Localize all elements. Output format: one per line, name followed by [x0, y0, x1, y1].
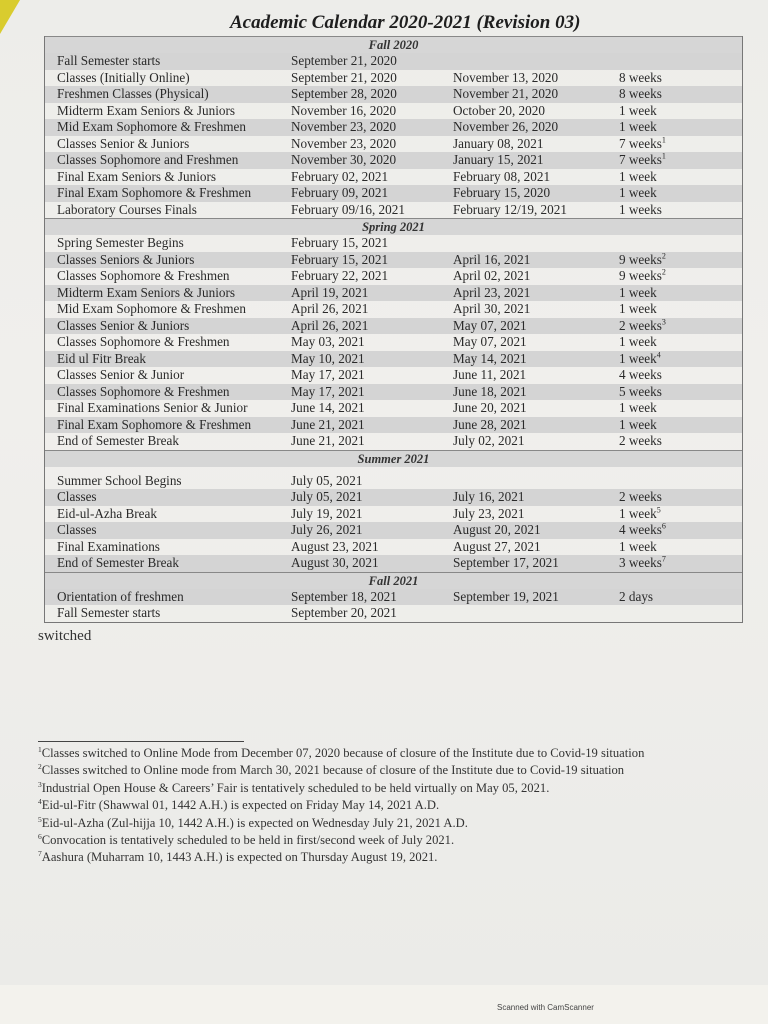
footnote-text: Eid-ul-Fitr (Shawwal 01, 1442 A.H.) is expected on Friday May 14, 2021 A.D.	[41, 798, 440, 813]
calendar-row	[45, 589, 742, 606]
footnote-mark: 6	[38, 831, 42, 841]
start-date: August 23, 2021	[291, 538, 379, 554]
event-name: Classes Sophomore & Freshmen	[57, 334, 230, 349]
end-date: August 27, 2021	[453, 538, 541, 554]
calendar-row	[45, 119, 742, 136]
event-name: Fall Semester starts	[57, 53, 161, 68]
calendar-row	[45, 252, 742, 269]
start-date: November 23, 2020	[291, 135, 397, 151]
calendar-row	[45, 235, 742, 252]
calendar-row	[45, 169, 742, 186]
duration: 7 weeks$^1$	[619, 135, 666, 151]
scanner-watermark: Scanned with CamScanner	[497, 1003, 594, 1012]
event-name: Classes Sophomore & Freshmen	[57, 383, 230, 399]
event-name: Midterm Exam Seniors & Juniors	[57, 284, 236, 300]
calendar-row	[45, 202, 742, 219]
duration: 1 weeks	[619, 201, 662, 217]
event-name: Final Examinations Senior & Junior	[57, 400, 248, 415]
event-name: Classes Senior & Juniors	[57, 135, 190, 151]
start-date: April 26, 2021	[291, 317, 369, 333]
end-date: July 23, 2021	[453, 505, 525, 521]
footnote-marker: 3	[661, 317, 666, 327]
calendar-row	[45, 433, 742, 450]
event-name: Freshmen Classes (Physical)	[57, 86, 209, 101]
start-date: September 28, 2020	[291, 86, 397, 101]
duration: 8 weeks	[619, 69, 662, 85]
event-name: Fall Semester starts	[57, 605, 161, 620]
start-date: September 18, 2021	[291, 588, 397, 604]
start-date: November 30, 2020	[291, 152, 397, 167]
calendar-row	[45, 301, 742, 318]
footnote-text: Convocation is tentatively scheduled to be held in first/second week of July 2021.	[41, 833, 455, 848]
end-date: February 08, 2021	[453, 168, 551, 184]
start-date: April 26, 2021	[291, 301, 369, 316]
start-date: June 21, 2021	[291, 416, 365, 432]
calendar-row	[45, 473, 742, 490]
calendar-row	[45, 334, 742, 351]
start-date: May 10, 2021	[291, 350, 365, 366]
end-date: April 30, 2021	[453, 301, 531, 316]
footnote-marker: 2	[661, 251, 666, 261]
calendar-row	[45, 318, 742, 335]
duration: 1 week	[619, 416, 657, 432]
duration: 9 weeks$^2$	[619, 251, 666, 267]
calendar-row	[45, 367, 742, 384]
calendar-row	[45, 605, 742, 622]
event-name: Classes (Initially Online)	[57, 69, 190, 85]
end-date: January 08, 2021	[453, 135, 544, 151]
duration: 4 weeks	[619, 367, 662, 382]
footnote-mark: 3	[38, 779, 42, 789]
duration: 3 weeks$^7$	[619, 554, 666, 570]
calendar-row	[45, 103, 742, 120]
footnote-line	[38, 849, 644, 866]
calendar-row	[45, 70, 742, 87]
duration: 2 weeks	[619, 433, 662, 448]
footnote-marker: 7	[661, 554, 666, 564]
calendar-row	[45, 285, 742, 302]
end-date: June 11, 2021	[453, 367, 527, 382]
calendar-row	[45, 53, 742, 70]
calendar-row	[45, 522, 742, 539]
event-name: Final Exam Sophomore & Freshmen	[57, 185, 252, 200]
event-name: Classes Seniors & Juniors	[57, 251, 195, 267]
end-date: November 26, 2020	[453, 119, 559, 134]
stray-text: switched	[38, 628, 92, 644]
section-header: Fall 2020	[45, 36, 742, 53]
end-date: May 07, 2021	[453, 334, 527, 349]
event-name: Midterm Exam Seniors & Juniors	[57, 102, 236, 118]
event-name: Classes Sophomore and Freshmen	[57, 152, 239, 167]
end-date: September 17, 2021	[453, 555, 559, 570]
end-date: September 19, 2021	[453, 588, 559, 604]
start-date: April 19, 2021	[291, 284, 369, 300]
duration: 2 weeks$^3$	[619, 317, 666, 333]
duration: 7 weeks$^1$	[619, 151, 666, 167]
calendar-row	[45, 417, 742, 434]
start-date: July 05, 2021	[291, 472, 363, 488]
start-date: June 14, 2021	[291, 400, 365, 415]
event-name: Spring Semester Begins	[57, 235, 184, 250]
event-name: End of Semester Break	[57, 555, 179, 570]
end-date: November 13, 2020	[453, 69, 559, 85]
calendar-row	[45, 506, 742, 523]
footnote-marker: 6	[661, 521, 666, 531]
event-name: Summer School Begins	[57, 472, 182, 488]
footnote-text: Industrial Open House & Careers’ Fair is tentatively scheduled to be held virtually on May 05, 2021.	[41, 780, 550, 795]
footnote-line	[38, 780, 644, 797]
footnote-marker: 5	[656, 505, 661, 515]
footnotes	[38, 745, 644, 867]
footnote-line	[38, 815, 644, 832]
end-date: February 15, 2020	[453, 185, 551, 200]
start-date: July 19, 2021	[291, 505, 363, 521]
footnote-marker: 1	[661, 151, 666, 161]
event-name: Classes Senior & Juniors	[57, 317, 190, 333]
start-date: June 21, 2021	[291, 433, 365, 448]
page-corner-tab	[0, 0, 20, 34]
start-date: February 09/16, 2021	[291, 201, 405, 217]
event-name: Mid Exam Sophomore & Freshmen	[57, 301, 247, 316]
end-date: May 14, 2021	[453, 350, 527, 366]
start-date: February 02, 2021	[291, 168, 389, 184]
duration: 9 weeks$^2$	[619, 267, 666, 283]
end-date: April 02, 2021	[453, 268, 531, 283]
end-date: May 07, 2021	[453, 317, 527, 333]
footnote-mark: 7	[38, 849, 42, 859]
page-title: Academic Calendar 2020-2021 (Revision 03)	[230, 12, 581, 33]
event-name: Eid ul Fitr Break	[57, 350, 147, 366]
duration: 8 weeks	[619, 86, 662, 101]
start-date: November 23, 2020	[291, 119, 397, 134]
start-date: May 17, 2021	[291, 367, 365, 382]
duration: 1 week	[619, 334, 657, 349]
end-date: June 28, 2021	[453, 416, 527, 432]
academic-calendar-table	[44, 36, 743, 623]
end-date: July 16, 2021	[453, 489, 525, 504]
calendar-row	[45, 489, 742, 506]
start-date: February 09, 2021	[291, 185, 389, 200]
start-date: February 15, 2021	[291, 235, 389, 250]
event-name: Eid-ul-Azha Break	[57, 505, 157, 521]
start-date: February 15, 2021	[291, 251, 389, 267]
event-name: Classes Sophomore & Freshmen	[57, 268, 230, 283]
calendar-row	[45, 384, 742, 401]
duration: 2 days	[619, 588, 654, 604]
end-date: June 20, 2021	[453, 400, 527, 415]
end-date: January 15, 2021	[453, 152, 544, 167]
event-name: Final Exam Seniors & Juniors	[57, 168, 216, 184]
footnote-text: Aashura (Muharram 10, 1443 A.H.) is expected on Thursday August 19, 2021.	[41, 850, 438, 865]
duration: 1 week	[619, 102, 657, 118]
end-date: June 18, 2021	[453, 383, 527, 399]
footnote-text: Eid-ul-Azha (Zul-hijja 10, 1442 A.H.) is expected on Wednesday July 21, 2021 A.D.	[41, 815, 468, 830]
duration: 2 weeks	[619, 489, 662, 504]
start-date: February 22, 2021	[291, 268, 389, 283]
footnote-line	[38, 745, 644, 762]
calendar-row	[45, 351, 742, 368]
event-name: Final Examinations	[57, 538, 160, 554]
event-name: Final Exam Sophomore & Freshmen	[57, 416, 252, 432]
event-name: Mid Exam Sophomore & Freshmen	[57, 119, 247, 134]
footnote-line	[38, 797, 644, 814]
event-name: Classes	[57, 489, 97, 504]
footnote-mark: 4	[38, 797, 42, 807]
event-name: Orientation of freshmen	[57, 588, 184, 604]
end-date: February 12/19, 2021	[453, 201, 567, 217]
section-header: Spring 2021	[45, 218, 742, 235]
footnote-text: Classes switched to Online Mode from December 07, 2020 because of closure of the Institute due to Covid-19 situation	[41, 746, 645, 760]
event-name: Classes	[57, 522, 97, 537]
duration: 1 week	[619, 185, 657, 200]
end-date: April 16, 2021	[453, 251, 531, 267]
start-date: May 03, 2021	[291, 334, 365, 349]
calendar-row	[45, 268, 742, 285]
footnote-line	[38, 832, 644, 849]
duration: 1 week	[619, 119, 657, 134]
calendar-row	[45, 185, 742, 202]
end-date: November 21, 2020	[453, 86, 559, 101]
duration: 1 week	[619, 284, 657, 300]
duration: 1 week$^5$	[619, 505, 661, 521]
calendar-row	[45, 86, 742, 103]
start-date: September 21, 2020	[291, 53, 397, 68]
duration: 1 week	[619, 400, 657, 415]
duration: 1 week	[619, 538, 657, 554]
start-date: July 26, 2021	[291, 522, 363, 537]
end-date: July 02, 2021	[453, 433, 525, 448]
start-date: August 30, 2021	[291, 555, 379, 570]
duration: 1 week	[619, 168, 657, 184]
start-date: July 05, 2021	[291, 489, 363, 504]
section-header: Fall 2021	[45, 572, 742, 589]
calendar-row	[45, 539, 742, 556]
calendar-row	[45, 152, 742, 169]
footnote-mark: 1	[38, 744, 42, 754]
end-date: August 20, 2021	[453, 522, 541, 537]
footnote-divider	[38, 741, 244, 742]
footnote-mark: 2	[38, 762, 42, 772]
footnote-marker: 1	[661, 135, 666, 145]
start-date: November 16, 2020	[291, 102, 397, 118]
duration: 5 weeks	[619, 383, 662, 399]
event-name: Laboratory Courses Finals	[57, 201, 197, 217]
start-date: May 17, 2021	[291, 383, 365, 399]
footnote-line	[38, 762, 644, 779]
start-date: September 20, 2021	[291, 605, 397, 620]
end-date: April 23, 2021	[453, 284, 531, 300]
start-date: September 21, 2020	[291, 69, 397, 85]
end-date: October 20, 2020	[453, 102, 545, 118]
section-header: Summer 2021	[45, 450, 742, 467]
event-name: End of Semester Break	[57, 433, 179, 448]
footnote-text: Classes switched to Online mode from March 30, 2021 because of closure of the Institute due to Covid-19 situation	[41, 763, 625, 778]
duration: 1 week$^4$	[619, 350, 661, 366]
duration: 4 weeks$^6$	[619, 521, 666, 537]
duration: 1 week	[619, 301, 657, 316]
calendar-row	[45, 555, 742, 572]
footnote-marker: 4	[656, 350, 661, 360]
footnote-marker: 2	[661, 267, 666, 277]
calendar-row	[45, 136, 742, 153]
calendar-row	[45, 400, 742, 417]
footnote-mark: 5	[38, 814, 42, 824]
event-name: Classes Senior & Junior	[57, 367, 185, 382]
